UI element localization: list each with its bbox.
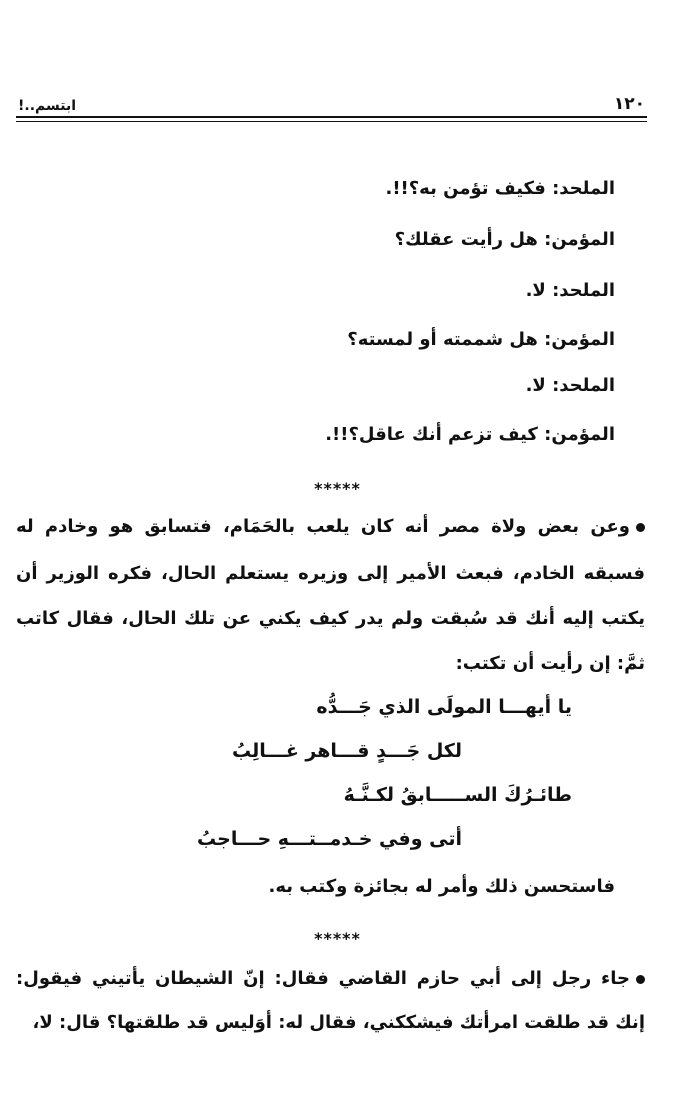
story-line: إنك قد طلقت امرأتك فيشككني، فقال له: أوَليس قد طلقتها؟ قال: لا، — [32, 1012, 645, 1033]
dialogue-line: المؤمن: هل شممته أو لمسته؟ — [347, 329, 615, 350]
verse-line: يا أيهـــا المولَى الذي جَـــدُّه — [316, 696, 572, 718]
section-separator: ***** — [314, 479, 361, 498]
page-header — [18, 88, 645, 114]
dialogue-line: الملحد: فكيف تؤمن به؟!!. — [385, 178, 615, 199]
story-line: فسبقه الخادم، فبعث الأمير إلى وزيره يستعلم الحال، فكره الوزير أن — [16, 563, 645, 584]
story-line: جاء رجل إلى أبي حازم القاضي فقال: إنّ الشيطان يأتيني فيقول: — [16, 968, 645, 989]
dialogue-line: الملحد: لا. — [525, 375, 615, 396]
bullet-icon — [636, 523, 645, 532]
bullet-icon — [636, 975, 645, 984]
header-rule-thin — [16, 121, 647, 122]
story-closing: فاستحسن ذلك وأمر له بجائزة وكتب به. — [268, 876, 615, 897]
story-line: وعن بعض ولاة مصر أنه كان يلعب بالحَمَام، فتسابق هو وخادم له — [16, 516, 645, 537]
dialogue-line: المؤمن: كيف تزعم أنك عاقل؟!!. — [325, 424, 615, 445]
section-separator: ***** — [314, 929, 361, 948]
story-line: ثمَّ: إن رأيت أن تكتب: — [455, 653, 645, 674]
page-number: ١٢٠ — [613, 94, 645, 114]
verse-line: أتى وفي خـدمــتـــهِ حـــاجبُ — [197, 828, 462, 850]
dialogue-line: المؤمن: هل رأيت عقلك؟ — [394, 229, 615, 250]
verse-line: طائـرُكَ الســـــابقُ لكـنَّـهُ — [343, 784, 572, 806]
story-line: يكتب إليه أنك قد سُبقت ولم يدر كيف يكني عن تلك الحال، فقال كاتب — [16, 608, 645, 629]
verse-line: لكل جَـــدٍ قـــاهر غـــالِبُ — [231, 740, 462, 762]
header-rule — [16, 116, 647, 118]
running-title: ابتسم..! — [18, 98, 77, 114]
dialogue-line: الملحد: لا. — [525, 280, 615, 301]
